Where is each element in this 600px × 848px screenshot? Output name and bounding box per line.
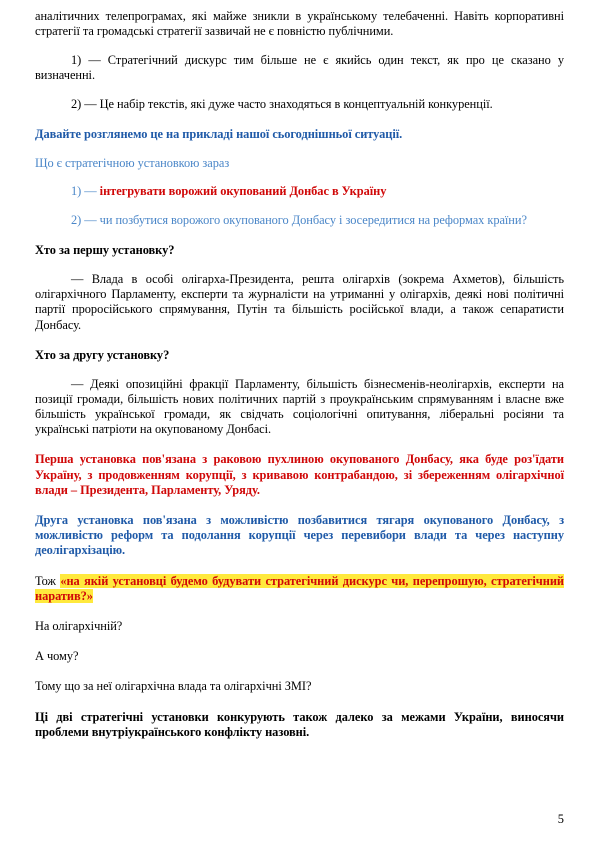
setting-1-marker: 1) — xyxy=(71,184,100,199)
question-highlighted: «на якій установці будемо будувати стратегічний дискурс чи, перепрошую, стратегічний наратив?» xyxy=(35,573,564,603)
second-setting-summary: Друга установка пов'язана з можливістю позбавитися тягаря окупованого Донбасу, з можливістю реформ та подолання корупції через перевибори влади та через наступну деолігархізацію. xyxy=(35,512,564,558)
who-second-answer: — Деякі опозиційні фракції Парламенту, більшість бізнесменів-неолігархів, експерти на позиції громади, більшість нових політичних партій з проукраїнським спрямуванням і власне вже більшість української громади, як свідчать соціологічні опитування, ліберальні росіяни та українські патріоти на окупованому Донбасі. xyxy=(35,376,564,437)
answer-why: А чому? xyxy=(35,649,79,664)
setting-1-text: інтегрувати ворожий окупований Донбас в Україну xyxy=(99,184,387,199)
list-item-2: 2) — Це набір текстів, які дуже часто знаходяться в концептуальній конкуренції. xyxy=(71,96,493,111)
paragraph-continuation: аналітичних телепрограмах, які майже зникли в українському телебаченні. Навіть корпоративні стратегії та громадські стратегії зазвичай не є повністю публічними. xyxy=(35,9,564,39)
closing-paragraph: Ці дві стратегічні установки конкурують також далеко за межами України, виносячи проблеми внутріукраїнського конфлікту назовні. xyxy=(35,709,564,739)
page-number: 5 xyxy=(557,812,564,826)
what-is-setting-line: Що є стратегічною установкою зараз xyxy=(35,155,230,170)
first-setting-summary: Перша установка пов'язана з раковою пухлиною окупованого Донбасу, яка буде роз'їдати Україну, з продовженням корупції, з кривавою контрабандою, зі збереженням олігархічної влади – Президента, Парламенту, Уряду. xyxy=(35,452,564,497)
answer-oligarchic: На олігархічній? xyxy=(35,618,123,633)
lets-consider-heading: Давайте розглянемо це на прикладі нашої сьогоднішньої ситуації. xyxy=(35,127,403,142)
who-first-heading: Хто за першу установку? xyxy=(35,243,175,258)
answer-because: Тому що за неї олігархічна влада та олігархічні ЗМІ? xyxy=(35,679,312,694)
who-second-heading: Хто за другу установку? xyxy=(35,347,170,362)
who-first-answer: — Влада в особі олігарха-Президента, решта олігархів (зокрема Ахметов), більшість олігархічного Парламенту, експерти та журналісти на утриманні у олігархів, деякі нові політичні партії проросійського спрямування, Путін та більшість російської влади, а також сепаратисти Донбасу. xyxy=(35,272,564,332)
setting-option-1 xyxy=(35,184,564,199)
list-item-1: 1) — Стратегічний дискурс тим більше не є якийсь один текст, як про це сказано у визначенні. xyxy=(35,52,564,83)
question-prefix: Тож xyxy=(35,573,61,588)
central-question xyxy=(35,574,564,604)
setting-option-2: 2) — чи позбутися ворожого окупованого Донбасу і зосередитися на реформах країни? xyxy=(71,213,527,228)
